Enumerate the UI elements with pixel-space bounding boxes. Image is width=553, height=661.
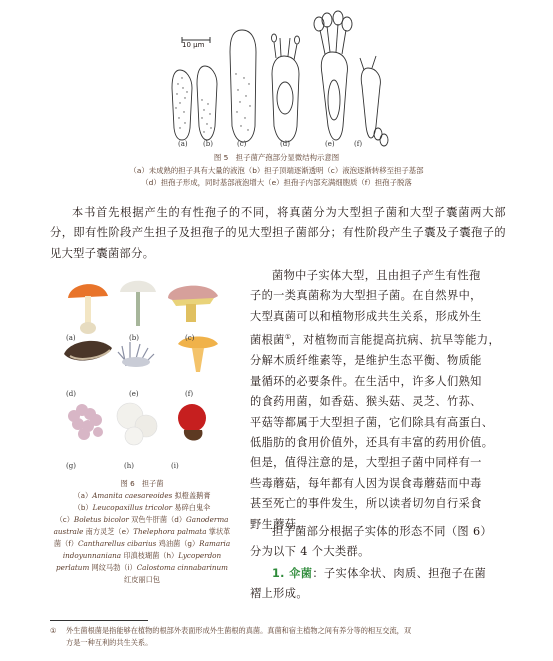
panel-label-a: (a) bbox=[178, 140, 188, 148]
photo-f-cantharellus bbox=[178, 337, 218, 373]
basidium-f bbox=[360, 56, 388, 146]
figure6-caption-efg: 菌（f）Cantharellus cibarius 鸡油菌（g）Ramaria bbox=[53, 539, 231, 548]
photo-label-h: (h) bbox=[124, 462, 134, 470]
figure5-basidia-drawing bbox=[150, 8, 390, 150]
figure5-caption-line2: （d）担孢子形成，同时基部液泡增大（e）担孢子内部充满细胞质（f）担孢子脱落 bbox=[141, 178, 412, 187]
panel-label-b: (b) bbox=[203, 140, 213, 148]
photo-label-a: (a) bbox=[66, 334, 76, 342]
basidiomycete-paragraph: 菌物中子实体大型，且由担子产生有性孢 子的一类真菌称为大型担子菌。在自然界中， 大型真菌可以和植物形成共生关系，形成外生 菌根菌①，对植物而言能提高抗病、抗旱等能力， 分解木质纤维素等，是维护生态平衡、物质能 量循环的必要条件。在生活中，许多人们熟知 的食药用菌，如香菇、猴头菇、灵芝、竹荪、 平菇等都属于大型担子菌，它们除具有高蛋白、 低脂肪的食用价值外，还具有丰富的药用价值。 但是，值得注意的是，大型担子菌中同样有一 些毒蘑菇，每年都有人因为误食毒蘑菇而中毒 甚至死亡的事件发生，所以读者切勿自行采食 野生蘑菇。 bbox=[250, 269, 501, 531]
figure6-caption-title: 图 6 担子菌 bbox=[120, 479, 164, 488]
photo-i-calostoma bbox=[178, 404, 206, 441]
basidium-a bbox=[172, 70, 192, 140]
photo-label-i: (i) bbox=[171, 462, 179, 470]
intro-paragraph: 本书首先根据产生的有性孢子的不同，将真菌分为大型担子菌和大型子囊菌两大部分，即有性阶段产生担子及担孢子的见大型担子菌部分；有性阶段产生子囊及子囊孢子的见大型子囊菌部分。 bbox=[50, 206, 506, 260]
figure6-caption-i: 红皮丽口包 bbox=[124, 575, 160, 584]
basidium-b bbox=[197, 66, 217, 140]
footnote-mark: ① bbox=[50, 626, 57, 635]
photo-b-leucopaxillus bbox=[120, 281, 156, 326]
basidium-e bbox=[314, 11, 352, 140]
photo-label-c: (c) bbox=[185, 334, 195, 342]
photo-label-e: (e) bbox=[129, 390, 139, 398]
figure6-caption-hi: perlatum 网纹马勃（i）Calostoma cinnabarinum bbox=[56, 563, 228, 572]
figure6-caption-de: australe 南方灵芝（e）Thelephora palmata 掌状革 bbox=[53, 527, 231, 536]
photo-d-ganoderma bbox=[64, 341, 112, 361]
figure5-caption-line1: （a）未成熟的担子具有大量的液泡（b）担子顶端逐渐透明（c）液泡逐渐转移至担子基部 bbox=[129, 166, 424, 175]
figure6-caption-cd: （c）Boletus bicolor 双色牛肝菌（d）Ganoderma bbox=[55, 515, 229, 524]
scale-label: 10 μm bbox=[182, 41, 205, 49]
figure5-caption-title: 图 5 担子菌产孢部分显微结构示意图 bbox=[213, 153, 340, 162]
photo-c-boletus bbox=[168, 286, 218, 322]
footnote: ① 外生菌根菌是指能够在植物的根部外表面形成外生菌根的真菌。真菌和宿主植物之间有养分等的相互交流，双 方是一种互利的共生关系。 bbox=[50, 626, 412, 647]
figure6-caption-b: （b）Leucopaxillus tricolor 易碎白鬼伞 bbox=[73, 503, 211, 512]
photo-label-f: (f) bbox=[185, 390, 194, 398]
photo-e-thelephora bbox=[118, 342, 154, 367]
panel-label-c: (c) bbox=[237, 140, 247, 148]
figure6-caption-gh: indoyunnaniana 印滇枝瑚菌（h）Lycoperdon bbox=[62, 551, 222, 560]
photo-h-lycoperdon bbox=[117, 403, 157, 445]
groups-paragraph: 担子菌部分根据子实体的形态不同（图 6） 分为以下 4 个大类群。 bbox=[250, 525, 493, 559]
basidium-d bbox=[272, 34, 300, 142]
panel-label-f: (f) bbox=[354, 140, 363, 148]
photo-label-b: (b) bbox=[129, 334, 139, 342]
figure6-caption-a: （a）Amanita caesareoides 拟橙盖鹅膏 bbox=[73, 491, 211, 500]
footnote-divider bbox=[50, 620, 148, 621]
basidium-c bbox=[230, 30, 256, 142]
photo-g-ramaria bbox=[68, 404, 103, 440]
panel-label-e: (e) bbox=[325, 140, 335, 148]
panel-label-d: (d) bbox=[280, 140, 290, 148]
agaric-paragraph: 1. 伞菌：子实体伞状、肉质、担孢子在菌 褶上形成。 bbox=[250, 567, 487, 601]
photo-label-d: (d) bbox=[66, 390, 76, 398]
agaric-heading: 1. 伞菌 bbox=[272, 567, 313, 580]
photo-a-amanita bbox=[68, 284, 108, 334]
figure6-photos bbox=[60, 276, 230, 472]
footnote-ref[interactable]: ① bbox=[284, 333, 292, 342]
photo-label-g: (g) bbox=[66, 462, 76, 470]
